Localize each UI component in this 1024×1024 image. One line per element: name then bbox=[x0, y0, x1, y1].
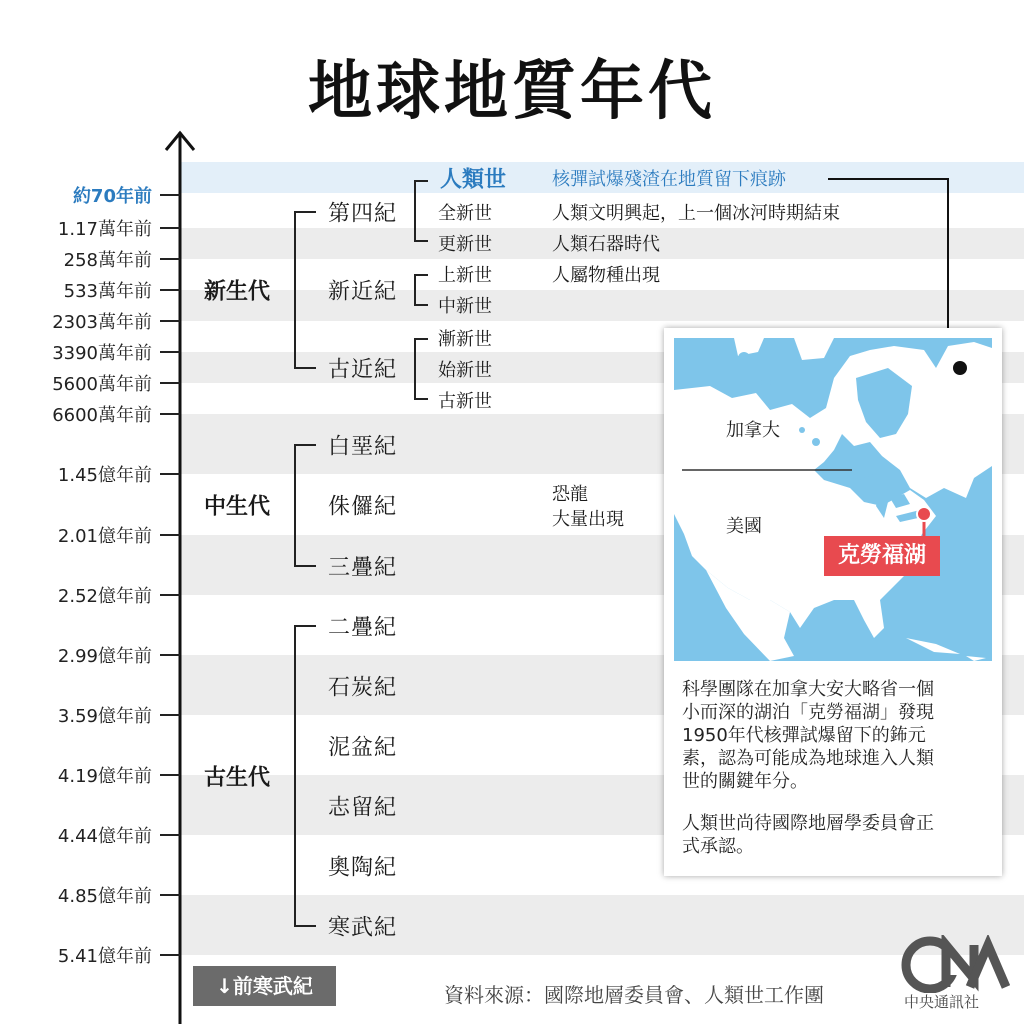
period-jurassic: 侏儸紀 bbox=[328, 494, 398, 520]
event-jurassic-line2: 大量出現 bbox=[552, 509, 624, 530]
axis-tick bbox=[160, 534, 180, 536]
era-bracket bbox=[294, 444, 316, 446]
period-quaternary: 第四紀 bbox=[328, 201, 398, 227]
era-bracket bbox=[294, 925, 316, 927]
axis-tick bbox=[160, 834, 180, 836]
epoch-pliocene: 上新世 bbox=[438, 265, 492, 286]
time-label: 2.52億年前 bbox=[57, 586, 152, 607]
epoch-miocene: 中新世 bbox=[438, 296, 492, 317]
time-label: 258萬年前 bbox=[63, 250, 152, 271]
period-cambrian: 寒武紀 bbox=[328, 915, 398, 941]
card-paragraph-2 bbox=[682, 812, 984, 858]
period-devonian: 泥盆紀 bbox=[328, 735, 398, 761]
epoch-anthropocene: 人類世 bbox=[440, 167, 507, 193]
axis-tick bbox=[160, 194, 180, 196]
era-bracket bbox=[294, 625, 316, 627]
time-label: 約70年前 bbox=[72, 186, 152, 207]
event-jurassic-line1: 恐龍 bbox=[552, 484, 588, 505]
period-cretaceous: 白堊紀 bbox=[328, 434, 398, 460]
time-label: 6600萬年前 bbox=[52, 405, 152, 426]
epoch-pleistocene: 更新世 bbox=[438, 234, 492, 255]
axis-tick bbox=[160, 774, 180, 776]
time-label: 2303萬年前 bbox=[52, 312, 152, 333]
period-bracket bbox=[414, 240, 428, 242]
axis-tick bbox=[160, 894, 180, 896]
period-neogene: 新近紀 bbox=[328, 279, 398, 305]
period-carboniferous: 石炭紀 bbox=[328, 675, 398, 701]
period-bracket bbox=[414, 304, 428, 306]
time-label: 1.17萬年前 bbox=[57, 219, 152, 240]
label-usa: 美國 bbox=[726, 516, 762, 537]
period-silurian: 志留紀 bbox=[328, 795, 398, 821]
arrow-up-icon bbox=[158, 126, 202, 1024]
time-label: 1.45億年前 bbox=[57, 465, 152, 486]
period-triassic: 三疊紀 bbox=[328, 555, 398, 581]
era-paleozoic: 古生代 bbox=[204, 765, 271, 791]
axis-tick bbox=[160, 382, 180, 384]
text-line: 1950年代核彈試爆留下的鈽元 bbox=[682, 725, 926, 746]
event-anthropocene: 核彈試爆殘渣在地質留下痕跡 bbox=[552, 169, 786, 190]
page-title: 地球地質年代 bbox=[308, 55, 716, 129]
period-ordovician: 奧陶紀 bbox=[328, 855, 398, 881]
text-line: 小而深的湖泊「克勞福湖」發現 bbox=[682, 702, 934, 723]
time-label: 5600萬年前 bbox=[52, 374, 152, 395]
north-america-map bbox=[674, 338, 992, 661]
precambrian-label: ↓前寒武紀 bbox=[193, 966, 336, 1006]
axis-tick bbox=[160, 289, 180, 291]
time-label: 5.41億年前 bbox=[57, 946, 152, 967]
epoch-eocene: 始新世 bbox=[438, 360, 492, 381]
lake-label: 克勞福湖 bbox=[824, 536, 940, 576]
period-bracket bbox=[414, 274, 428, 276]
time-label: 4.44億年前 bbox=[57, 826, 152, 847]
text-line: 世的關鍵年分。 bbox=[682, 771, 808, 792]
source-note: 資料來源：國際地層委員會、人類世工作團 bbox=[444, 983, 824, 1007]
time-label: 4.19億年前 bbox=[57, 766, 152, 787]
logo-caption: 中央通訊社 bbox=[904, 993, 980, 1011]
map-card bbox=[664, 328, 1002, 876]
event-holocene: 人類文明興起，上一個冰河時期結束 bbox=[552, 203, 840, 224]
text-line: 科學團隊在加拿大安大略省一個 bbox=[682, 679, 934, 700]
era-bracket bbox=[294, 211, 316, 213]
text-line: 人類世尚待國際地層學委員會正 bbox=[682, 813, 934, 834]
event-pleistocene: 人類石器時代 bbox=[552, 234, 660, 255]
axis-tick bbox=[160, 413, 180, 415]
axis-tick bbox=[160, 351, 180, 353]
epoch-paleocene: 古新世 bbox=[438, 391, 492, 412]
card-paragraph-1 bbox=[682, 678, 984, 793]
era-bracket bbox=[294, 565, 316, 567]
axis-tick bbox=[160, 227, 180, 229]
period-permian: 二疊紀 bbox=[328, 615, 398, 641]
time-label: 2.99億年前 bbox=[57, 646, 152, 667]
cna-logo-icon bbox=[900, 935, 1010, 1015]
axis-tick bbox=[160, 473, 180, 475]
era-bracket bbox=[294, 367, 316, 369]
period-bracket bbox=[414, 180, 416, 242]
axis-tick bbox=[160, 714, 180, 716]
text-line: 素，認為可能成為地球進入人類 bbox=[682, 748, 934, 769]
label-canada: 加拿大 bbox=[726, 420, 780, 441]
time-label: 3.59億年前 bbox=[57, 706, 152, 727]
event-pliocene: 人屬物種出現 bbox=[552, 265, 660, 286]
era-cenozoic: 新生代 bbox=[204, 279, 271, 305]
period-bracket bbox=[414, 398, 428, 400]
period-bracket bbox=[414, 338, 428, 340]
axis-tick bbox=[160, 320, 180, 322]
period-bracket bbox=[414, 274, 416, 306]
axis-tick bbox=[160, 594, 180, 596]
text-line: 式承認。 bbox=[682, 836, 754, 857]
axis-tick bbox=[160, 954, 180, 956]
axis-tick bbox=[160, 654, 180, 656]
era-bracket bbox=[294, 211, 296, 369]
period-paleogene: 古近紀 bbox=[328, 357, 398, 383]
era-bracket bbox=[294, 625, 296, 927]
period-bracket bbox=[414, 338, 416, 400]
era-mesozoic: 中生代 bbox=[204, 494, 271, 520]
era-bracket bbox=[294, 444, 296, 567]
time-label: 2.01億年前 bbox=[57, 526, 152, 547]
time-label: 3390萬年前 bbox=[52, 343, 152, 364]
time-label: 4.85億年前 bbox=[57, 886, 152, 907]
time-label: 533萬年前 bbox=[63, 281, 152, 302]
period-bracket bbox=[414, 180, 428, 182]
epoch-holocene: 全新世 bbox=[438, 203, 492, 224]
axis-tick bbox=[160, 258, 180, 260]
epoch-oligocene: 漸新世 bbox=[438, 329, 492, 350]
